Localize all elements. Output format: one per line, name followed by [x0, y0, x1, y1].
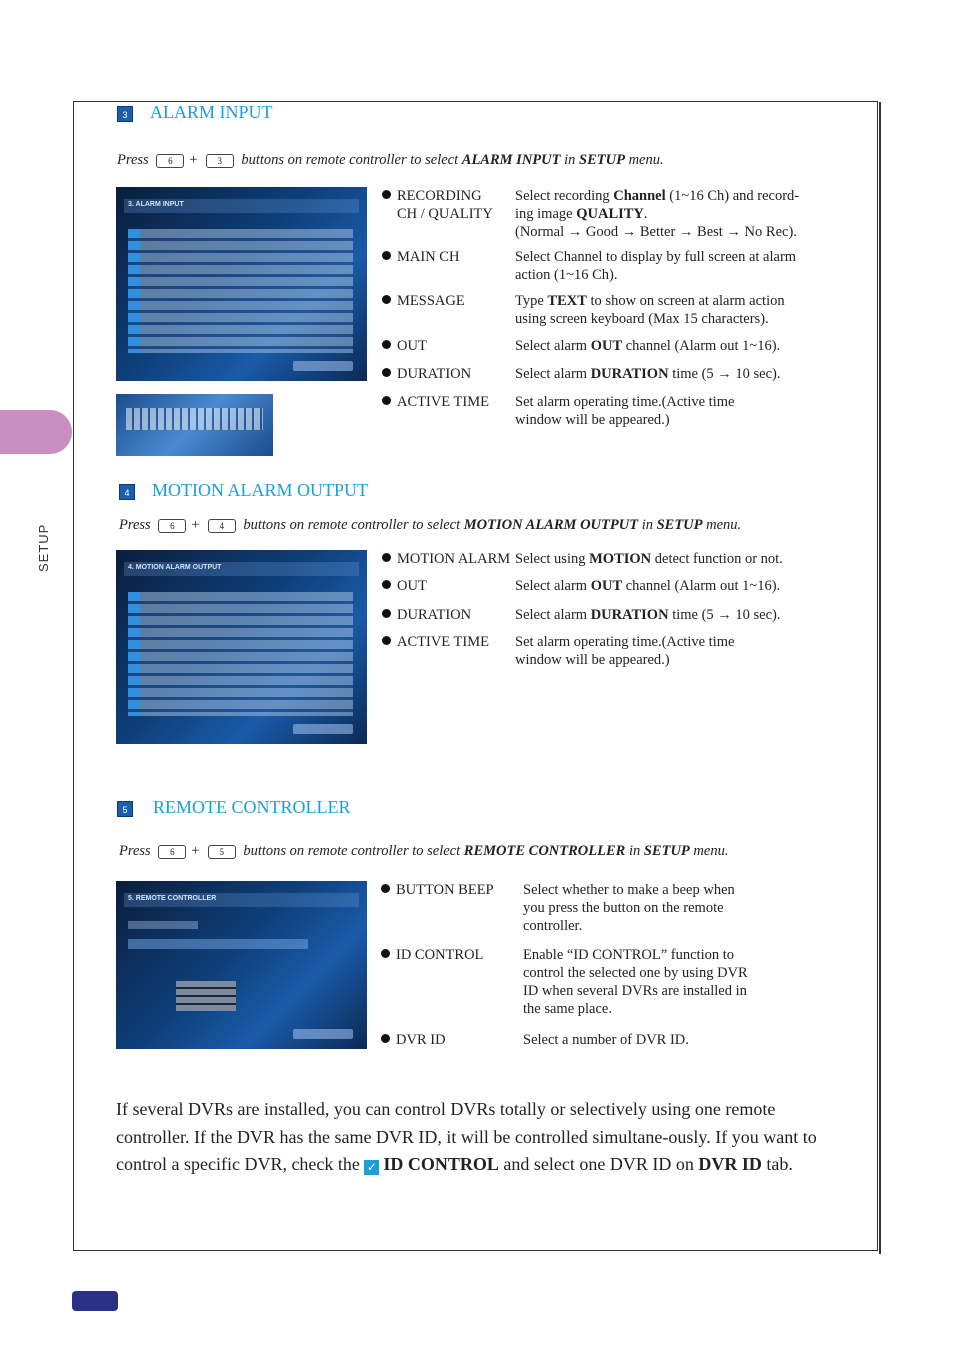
remote-key: 5	[208, 845, 236, 859]
item-label-text: MOTION ALARM	[397, 551, 511, 567]
bullet-icon	[382, 295, 391, 304]
bullet-icon	[382, 251, 391, 260]
item-label-text: DVR ID	[396, 1032, 446, 1048]
item-description: Set alarm operating time.(Active time window will be appeared.)	[515, 394, 735, 428]
item-description: Enable “ID CONTROL” function to control the selected one by using DVR ID when several DVRs are installed in the same place.	[523, 947, 748, 1017]
item-label-text: MESSAGE	[397, 293, 465, 309]
section-title-motion-alarm-output: MOTION ALARM OUTPUT	[152, 480, 368, 500]
item-label-text: OUT	[397, 578, 427, 594]
item-description: Select alarm OUT channel (Alarm out 1~16).	[515, 578, 781, 594]
press-instruction: Press 6 + 5 buttons on remote controller to select REMOTE CONTROLLER in SETUP menu.	[119, 843, 729, 859]
item-description: Select whether to make a beep when you press the button on the remote controller.	[523, 882, 735, 934]
section-number-badge: 3	[117, 106, 133, 122]
item-description: Select alarm OUT channel (Alarm out 1~16).	[515, 338, 781, 354]
item-description: Select alarm DURATION time (5 → 10 sec).	[515, 366, 781, 382]
item-label-text: ID CONTROL	[396, 947, 484, 963]
bullet-icon	[381, 1034, 390, 1043]
remote-key: 4	[208, 519, 236, 533]
active-time-screenshot	[116, 394, 273, 456]
item-label-text: DURATION	[397, 366, 472, 382]
bullet-icon	[382, 553, 391, 562]
remote-key: 6	[156, 154, 184, 168]
item-description: Select Channel to display by full screen at alarm action (1~16 Ch).	[515, 249, 797, 283]
item-label	[382, 292, 465, 310]
item-description: Select using MOTION detect function or not.	[515, 551, 783, 567]
section-number-badge: 4	[119, 484, 135, 500]
checkbox-checked-icon: ✓	[364, 1160, 379, 1175]
item-label	[382, 577, 427, 595]
bullet-icon	[381, 884, 390, 893]
item-label	[382, 337, 427, 355]
alarm-input-screenshot: 3. ALARM INPUT	[116, 187, 367, 381]
page-number-tab	[72, 1291, 118, 1311]
remote-key: 6	[158, 845, 186, 859]
summary-paragraph: If several DVRs are installed, you can control DVRs totally or selectively using one remote controller. If the DVR has the same DVR ID, it will be controlled simultane-ously. If you want to control a specific DVR, check the ✓ ID CONTROL and select one DVR ID on DVR ID tab.	[116, 1099, 817, 1174]
side-label: SETUP	[36, 523, 51, 572]
bullet-icon	[382, 396, 391, 405]
item-label	[381, 946, 483, 964]
item-label-text: BUTTON BEEP	[396, 882, 494, 898]
item-label-text: ACTIVE TIME	[397, 634, 489, 650]
item-description: Type TEXT to show on screen at alarm action using screen keyboard (Max 15 characters).	[515, 293, 785, 327]
section-number-badge: 5	[117, 801, 133, 817]
remote-key: 6	[158, 519, 186, 533]
press-instruction: Press 6 + 3 buttons on remote controller to select ALARM INPUT in SETUP menu.	[117, 152, 664, 168]
remote-key: 3	[206, 154, 234, 168]
item-label	[382, 633, 489, 651]
item-label	[381, 881, 494, 899]
item-label	[382, 187, 493, 223]
remote-controller-screenshot: 5. REMOTE CONTROLLER	[116, 881, 367, 1049]
item-label-text: OUT	[397, 338, 427, 354]
item-label-text: MAIN CH	[397, 249, 460, 265]
item-description: Select a number of DVR ID.	[523, 1032, 689, 1048]
press-instruction: Press 6 + 4 buttons on remote controller to select MOTION ALARM OUTPUT in SETUP menu.	[119, 517, 742, 533]
item-label	[381, 1031, 446, 1049]
bullet-icon	[382, 580, 391, 589]
item-label-text: DURATION	[397, 607, 472, 623]
item-label	[382, 393, 489, 411]
bullet-icon	[382, 609, 391, 618]
item-label	[382, 550, 510, 568]
bullet-icon	[381, 949, 390, 958]
bullet-icon	[382, 368, 391, 377]
bullet-icon	[382, 636, 391, 645]
section-title-remote-controller: REMOTE CONTROLLER	[153, 797, 351, 817]
item-description: Select recording Channel (1~16 Ch) and record- ing image QUALITY. (Normal → Good → Better → Best → No Rec).	[515, 188, 800, 240]
section-title-alarm-input: ALARM INPUT	[150, 102, 273, 122]
item-label	[382, 606, 471, 624]
motion-alarm-output-screenshot: 4. MOTION ALARM OUTPUT	[116, 550, 367, 744]
item-description: Set alarm operating time.(Active time window will be appeared.)	[515, 634, 735, 668]
item-label	[382, 365, 471, 383]
bullet-icon	[382, 340, 391, 349]
chapter-tab	[0, 410, 72, 454]
item-description: Select alarm DURATION time (5 → 10 sec).	[515, 607, 781, 623]
item-label-text: RECORDING CH / QUALITY	[397, 188, 493, 222]
item-label	[382, 248, 459, 266]
item-label-text: ACTIVE TIME	[397, 394, 489, 410]
bullet-icon	[382, 190, 391, 199]
